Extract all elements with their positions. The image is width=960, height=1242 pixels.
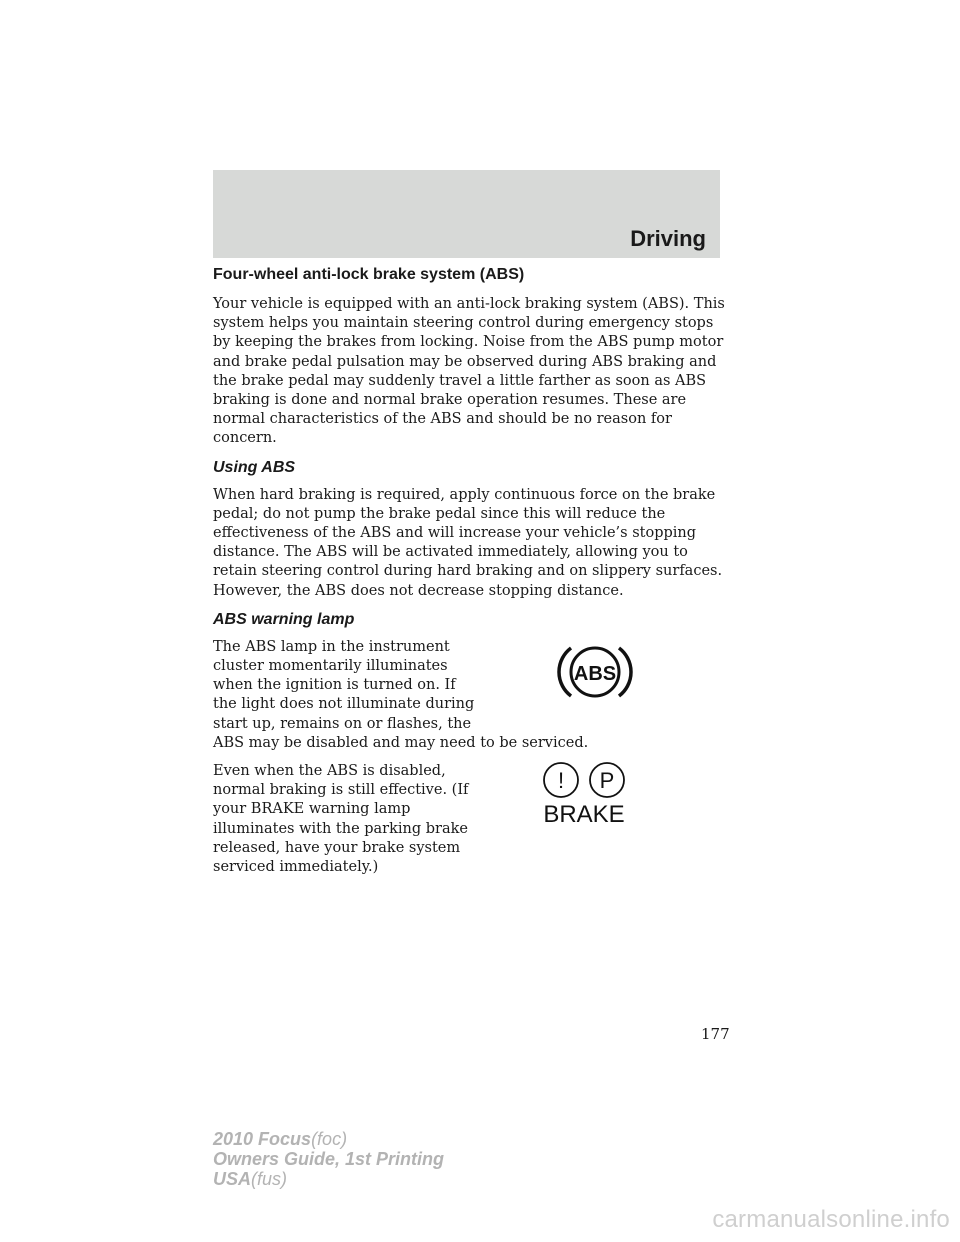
abs-heading: Four-wheel anti-lock brake system (ABS) bbox=[213, 266, 525, 283]
page-content bbox=[213, 265, 725, 886]
footer-line-3 bbox=[213, 1169, 444, 1189]
page-number: 177 bbox=[701, 1025, 730, 1043]
abs-lamp-line-6: ABS may be disabled and may need to be serviced. bbox=[213, 734, 589, 751]
abs-lamp-line-5: start up, remains on or flashes, the bbox=[213, 715, 472, 732]
brake-exclaim-mark: ! bbox=[557, 768, 565, 794]
document-footer bbox=[213, 1129, 444, 1189]
using-abs-heading: Using ABS bbox=[213, 458, 296, 476]
abs-intro-paragraph: Your vehicle is equipped with an anti-lock braking system (ABS). This system helps you maintain steering control during emergency stops by keeping the brakes from locking. Noise from the ABS pump motor and brake pedal pulsation may be observed during ABS braking and the brake pedal may suddenly travel a little farther as soon as ABS braking is done and normal brake operation resumes. These are normal characteristics of the ABS and should be no reason for concern. bbox=[213, 296, 725, 447]
abs-lamp-line-1: The ABS lamp in the instrument bbox=[213, 638, 450, 655]
using-abs-paragraph: When hard braking is required, apply continuous force on the brake pedal; do not pump the brake pedal since this will reduce the effectiveness of the ABS and will increase your vehicle’s stopping distance. The ABS will be activated immediately, allowing you to retain steering control during hard braking and on slippery surfaces. However, the ABS does not decrease stopping distance. bbox=[213, 486, 723, 599]
brake-park-letter: P bbox=[599, 768, 615, 794]
section-header-band bbox=[213, 170, 720, 258]
abs-icon-label: ABS bbox=[573, 662, 617, 685]
warning-lamp-heading: ABS warning lamp bbox=[213, 610, 355, 628]
section-title: Driving bbox=[630, 226, 706, 251]
abs-lamp-line-4: the light does not illuminate during bbox=[213, 696, 475, 713]
abs-disabled-paragraph: Even when the ABS is disabled, normal braking is still effective. (If your BRAKE warning lamp illuminates with the parking brake released, have your brake system serviced immediately.) bbox=[213, 763, 469, 876]
brake-lamp-block bbox=[213, 762, 725, 877]
brake-icon-label: BRAKE bbox=[543, 801, 625, 827]
footer-line-1 bbox=[213, 1129, 444, 1149]
site-watermark: carmanualsonline.info bbox=[712, 1206, 950, 1233]
abs-lamp-line-3: when the ignition is turned on. If bbox=[213, 677, 456, 694]
brake-warning-icon bbox=[529, 762, 639, 826]
abs-lamp-line-2: cluster momentarily illuminates bbox=[213, 658, 448, 675]
footer-model-code: (foc) bbox=[311, 1129, 348, 1149]
footer-line-2: Owners Guide, 1st Printing bbox=[213, 1149, 445, 1169]
footer-region: USA bbox=[213, 1169, 252, 1189]
footer-region-code: (fus) bbox=[251, 1169, 288, 1189]
abs-lamp-paragraph bbox=[213, 638, 725, 753]
footer-model: 2010 Focus bbox=[213, 1129, 312, 1149]
abs-warning-icon bbox=[557, 640, 633, 704]
abs-lamp-block bbox=[213, 638, 725, 753]
